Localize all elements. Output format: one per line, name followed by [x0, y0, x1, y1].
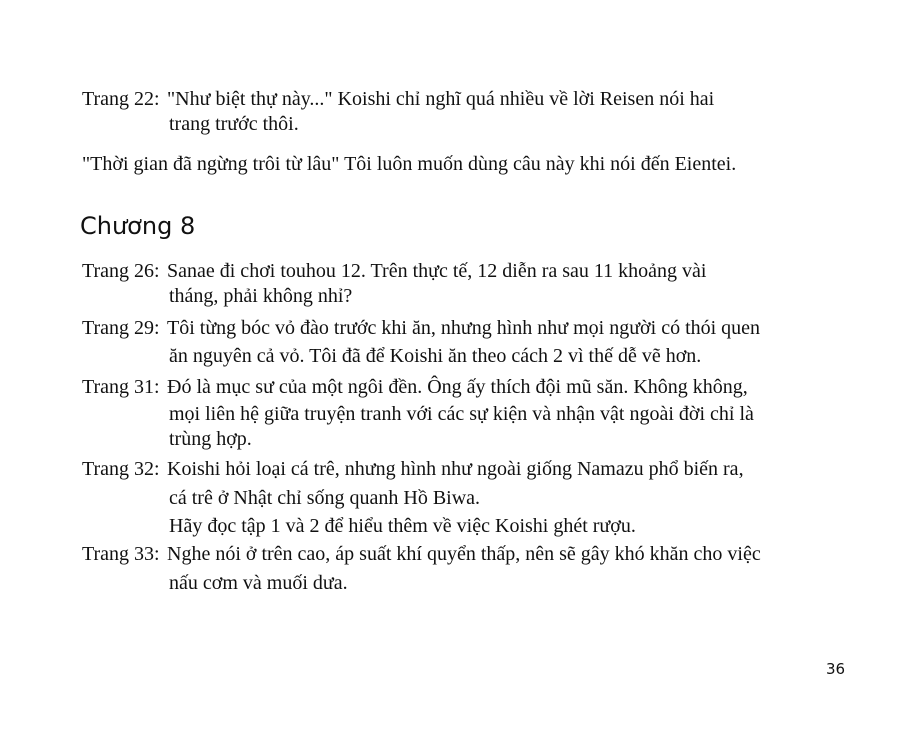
note-text-line: Tôi từng bóc vỏ đào trước khi ăn, nhưng hình như mọi người có thói quen	[167, 317, 761, 339]
note-label: Trang 29:	[82, 317, 160, 339]
note-text-line: trùng hợp.	[169, 428, 252, 450]
note-text-line: Đó là mục sư của một ngôi đền. Ông ấy thích đội mũ săn. Không không,	[167, 376, 748, 398]
note-text-line: Koishi hỏi loại cá trê, nhưng hình như ngoài giống Namazu phổ biến ra,	[167, 458, 744, 480]
note-text-line: Sanae đi chơi touhou 12. Trên thực tế, 12 diễn ra sau 11 khoảng vài	[167, 260, 707, 282]
note-label: Trang 33:	[82, 543, 160, 565]
note-text-line: Nghe nói ở trên cao, áp suất khí quyển thấp, nên sẽ gây khó khăn cho việc	[167, 543, 761, 565]
note-text-line: ăn nguyên cả vỏ. Tôi đã để Koishi ăn theo cách 2 vì thế dễ vẽ hơn.	[169, 345, 702, 367]
note-label: Trang 32:	[82, 458, 160, 480]
note-text-line: cá trê ở Nhật chỉ sống quanh Hồ Biwa.	[169, 487, 481, 509]
note-text-line: mọi liên hệ giữa truyện tranh với các sự kiện và nhận vật ngoài đời chỉ là	[169, 403, 754, 425]
note-label: Trang 31:	[82, 376, 160, 398]
note-text-line: Hãy đọc tập 1 và 2 để hiểu thêm về việc Koishi ghét rượu.	[169, 515, 636, 537]
chapter-heading: Chương 8	[80, 212, 196, 240]
intro-remark: "Thời gian đã ngừng trôi từ lâu" Tôi luôn muốn dùng câu này khi nói đến Eientei.	[82, 153, 737, 175]
note-text-line: nấu cơm và muối dưa.	[169, 572, 348, 594]
note-label: Trang 26:	[82, 260, 160, 282]
note-text-line: "Như biệt thự này..." Koishi chỉ nghĩ quá nhiều về lời Reisen nói hai	[167, 88, 715, 110]
note-text-line: tháng, phải không nhỉ?	[169, 285, 353, 307]
page-number: 36	[826, 660, 846, 678]
note-label: Trang 22:	[82, 88, 160, 110]
note-text-line: trang trước thôi.	[169, 113, 299, 135]
